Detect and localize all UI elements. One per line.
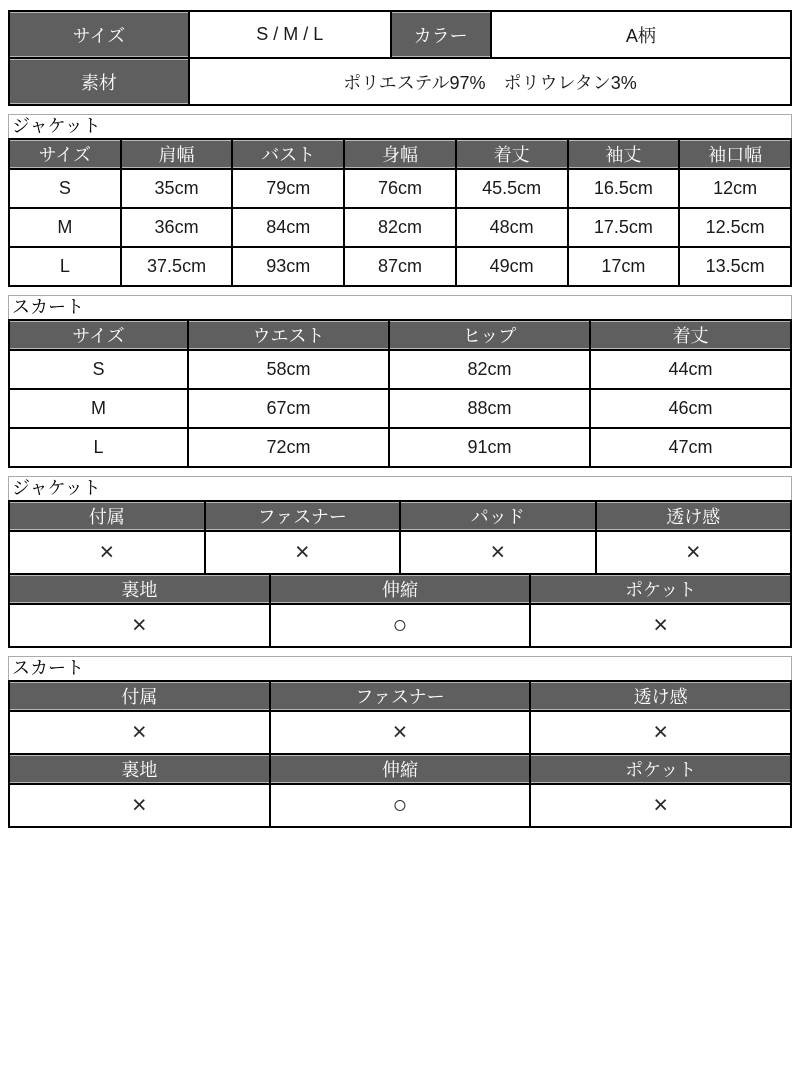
material-label-cell: 素材	[9, 58, 189, 105]
cell-sheerness-mark: ×	[530, 711, 791, 754]
table-row	[9, 784, 791, 827]
jacket-features-table-1	[8, 500, 792, 575]
section-label-skirt-features: スカート	[8, 656, 792, 680]
cell-length: 49cm	[456, 247, 568, 286]
cell-cuff-width: 12cm	[679, 169, 791, 208]
cell-sleeve-length: 17cm	[568, 247, 680, 286]
col-header-stretch: 伸縮	[270, 754, 531, 784]
cell-pad-mark: ×	[400, 531, 596, 574]
table-row	[9, 247, 791, 286]
cell-fastener-mark: ×	[205, 531, 401, 574]
cell-length: 47cm	[590, 428, 791, 467]
table-header-row	[9, 574, 791, 604]
cell-body-width: 76cm	[344, 169, 456, 208]
table-header-row	[9, 320, 791, 350]
cell-body-width: 87cm	[344, 247, 456, 286]
col-header-pocket: ポケット	[530, 574, 791, 604]
cell-accessories-mark: ×	[9, 531, 205, 574]
section-label-skirt-size: スカート	[8, 295, 792, 319]
cell-lining-mark: ×	[9, 784, 270, 827]
col-header-fastener: ファスナー	[270, 681, 531, 711]
col-header-sleeve-length: 袖丈	[568, 139, 680, 169]
col-header-pad: パッド	[400, 501, 596, 531]
color-label-cell: カラー	[391, 11, 491, 58]
cell-pocket-mark: ×	[530, 784, 791, 827]
col-header-body-width: 身幅	[344, 139, 456, 169]
col-header-bust: バスト	[232, 139, 344, 169]
table-row	[9, 711, 791, 754]
col-header-pocket: ポケット	[530, 754, 791, 784]
table-row	[9, 604, 791, 647]
col-header-size: サイズ	[9, 139, 121, 169]
table-header-row	[9, 681, 791, 711]
cell-stretch-mark: ○	[270, 604, 531, 647]
col-header-lining: 裏地	[9, 574, 270, 604]
col-header-hip: ヒップ	[389, 320, 590, 350]
table-header-row	[9, 501, 791, 531]
size-label-cell: サイズ	[9, 11, 189, 58]
col-header-accessories: 付属	[9, 681, 270, 711]
cell-hip: 82cm	[389, 350, 590, 389]
col-header-lining: 裏地	[9, 754, 270, 784]
cell-shoulder-width: 37.5cm	[121, 247, 233, 286]
table-header-row	[9, 139, 791, 169]
cell-length: 46cm	[590, 389, 791, 428]
cell-size: M	[9, 208, 121, 247]
cell-size: S	[9, 350, 188, 389]
cell-lining-mark: ×	[9, 604, 270, 647]
cell-size: M	[9, 389, 188, 428]
jacket-size-table	[8, 138, 792, 287]
col-header-waist: ウエスト	[188, 320, 389, 350]
cell-waist: 58cm	[188, 350, 389, 389]
cell-length: 45.5cm	[456, 169, 568, 208]
cell-length: 44cm	[590, 350, 791, 389]
cell-hip: 88cm	[389, 389, 590, 428]
product-info-table	[8, 10, 792, 106]
cell-pocket-mark: ×	[530, 604, 791, 647]
col-header-fastener: ファスナー	[205, 501, 401, 531]
cell-fastener-mark: ×	[270, 711, 531, 754]
cell-waist: 72cm	[188, 428, 389, 467]
table-row	[9, 531, 791, 574]
col-header-length: 着丈	[456, 139, 568, 169]
table-row	[9, 389, 791, 428]
table-row	[9, 11, 791, 58]
jacket-features-table-2	[8, 573, 792, 648]
section-label-jacket-features: ジャケット	[8, 476, 792, 500]
cell-stretch-mark: ○	[270, 784, 531, 827]
col-header-stretch: 伸縮	[270, 574, 531, 604]
cell-sleeve-length: 17.5cm	[568, 208, 680, 247]
table-row	[9, 58, 791, 105]
cell-waist: 67cm	[188, 389, 389, 428]
cell-sheerness-mark: ×	[596, 531, 792, 574]
cell-size: L	[9, 428, 188, 467]
table-row	[9, 428, 791, 467]
cell-bust: 84cm	[232, 208, 344, 247]
table-row	[9, 350, 791, 389]
cell-cuff-width: 13.5cm	[679, 247, 791, 286]
cell-bust: 79cm	[232, 169, 344, 208]
cell-length: 48cm	[456, 208, 568, 247]
cell-size: S	[9, 169, 121, 208]
col-header-size: サイズ	[9, 320, 188, 350]
size-value-cell: S / M / L	[189, 11, 391, 58]
skirt-features-table-2	[8, 753, 792, 828]
skirt-features-table-1	[8, 680, 792, 755]
cell-body-width: 82cm	[344, 208, 456, 247]
col-header-sheerness: 透け感	[530, 681, 791, 711]
cell-shoulder-width: 36cm	[121, 208, 233, 247]
table-row	[9, 208, 791, 247]
table-header-row	[9, 754, 791, 784]
color-value-cell: A柄	[491, 11, 791, 58]
cell-sleeve-length: 16.5cm	[568, 169, 680, 208]
skirt-size-table	[8, 319, 792, 468]
col-header-shoulder-width: 肩幅	[121, 139, 233, 169]
cell-bust: 93cm	[232, 247, 344, 286]
cell-accessories-mark: ×	[9, 711, 270, 754]
col-header-length: 着丈	[590, 320, 791, 350]
cell-hip: 91cm	[389, 428, 590, 467]
table-row	[9, 169, 791, 208]
col-header-sheerness: 透け感	[596, 501, 792, 531]
col-header-accessories: 付属	[9, 501, 205, 531]
cell-shoulder-width: 35cm	[121, 169, 233, 208]
section-label-jacket-size: ジャケット	[8, 114, 792, 138]
col-header-cuff-width: 袖口幅	[679, 139, 791, 169]
material-value-cell: ポリエステル97% ポリウレタン3%	[189, 58, 791, 105]
cell-size: L	[9, 247, 121, 286]
cell-cuff-width: 12.5cm	[679, 208, 791, 247]
